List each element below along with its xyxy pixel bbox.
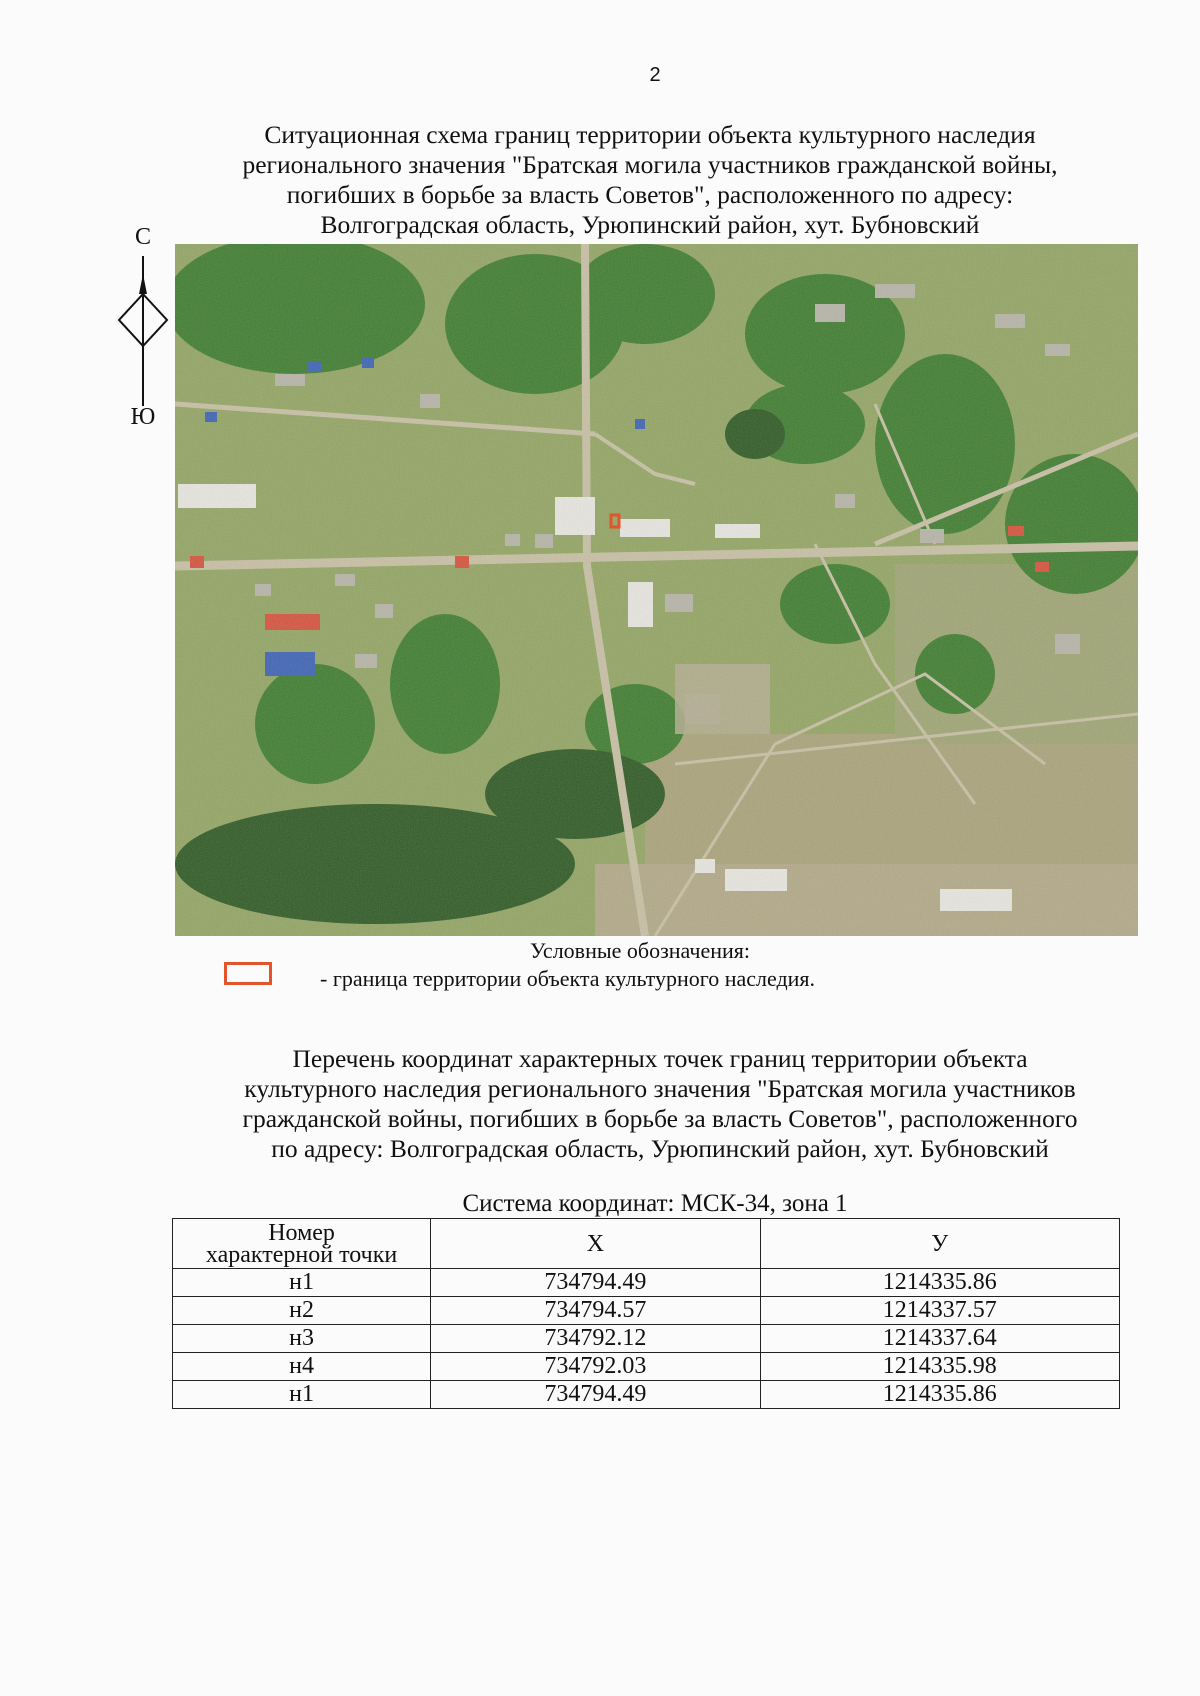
map-title (180, 120, 1120, 240)
satellite-map (175, 244, 1138, 936)
north-arrow (114, 224, 172, 436)
cell-point: н1 (173, 1381, 431, 1409)
cell-y: 1214335.86 (760, 1269, 1119, 1297)
page-number: 2 (649, 64, 661, 86)
legend-boundary-swatch (224, 962, 272, 985)
list-title-line: по адресу: Волгоградская область, Урюпинский район, хут. Бубновский (271, 1134, 1049, 1163)
list-title-line: культурного наследия регионального значения "Братская могила участников (244, 1074, 1076, 1103)
table-row (173, 1353, 1120, 1381)
cell-y: 1214337.57 (760, 1297, 1119, 1325)
map-title-line: погибших в борьбе за власть Советов", расположенного по адресу: (286, 180, 1014, 209)
header-point-line: характерной точки (205, 1241, 398, 1268)
coordinates-table (172, 1218, 1120, 1409)
header-x: X (431, 1219, 760, 1269)
coordinate-system-label: Система координат: МСК-34, зона 1 (462, 1190, 848, 1217)
list-title-line: гражданской войны, погибших в борьбе за власть Советов", расположенного (242, 1104, 1078, 1133)
satellite-image (175, 244, 1138, 936)
cell-x: 734792.12 (431, 1325, 760, 1353)
cell-x: 734792.03 (431, 1353, 760, 1381)
cell-y: 1214337.64 (760, 1325, 1119, 1353)
cell-point: н4 (173, 1353, 431, 1381)
table-row (173, 1269, 1120, 1297)
map-title-line: Волгоградская область, Урюпинский район, хут. Бубновский (320, 210, 980, 239)
cell-point: н2 (173, 1297, 431, 1325)
table-row (173, 1297, 1120, 1325)
cell-point: н1 (173, 1269, 431, 1297)
list-title-line: Перечень координат характерных точек границ территории объекта (292, 1044, 1028, 1073)
cell-x: 734794.49 (431, 1269, 760, 1297)
cell-y: 1214335.98 (760, 1353, 1119, 1381)
cell-point: н3 (173, 1325, 431, 1353)
map-title-line: Ситуационная схема границ территории объекта культурного наследия (264, 120, 1036, 149)
table-row (173, 1325, 1120, 1353)
legend-title: Условные обозначения: (530, 938, 751, 963)
cell-y: 1214335.86 (760, 1381, 1119, 1409)
compass-south-label: Ю (130, 404, 156, 430)
table-header-row (173, 1219, 1120, 1269)
compass-rose-icon (114, 256, 172, 406)
table-row (173, 1381, 1120, 1409)
compass-north-label: С (134, 224, 151, 250)
header-point-line: Номер (268, 1219, 335, 1246)
cell-x: 734794.57 (431, 1297, 760, 1325)
cell-x: 734794.49 (431, 1381, 760, 1409)
header-point-number (173, 1219, 431, 1269)
legend-item-text: - граница территории объекта культурного наследия. (320, 966, 816, 991)
map-title-line: регионального значения "Братская могила участников гражданской войны, (242, 150, 1058, 179)
coordinates-list-title (180, 1044, 1140, 1164)
header-y: У (760, 1219, 1119, 1269)
